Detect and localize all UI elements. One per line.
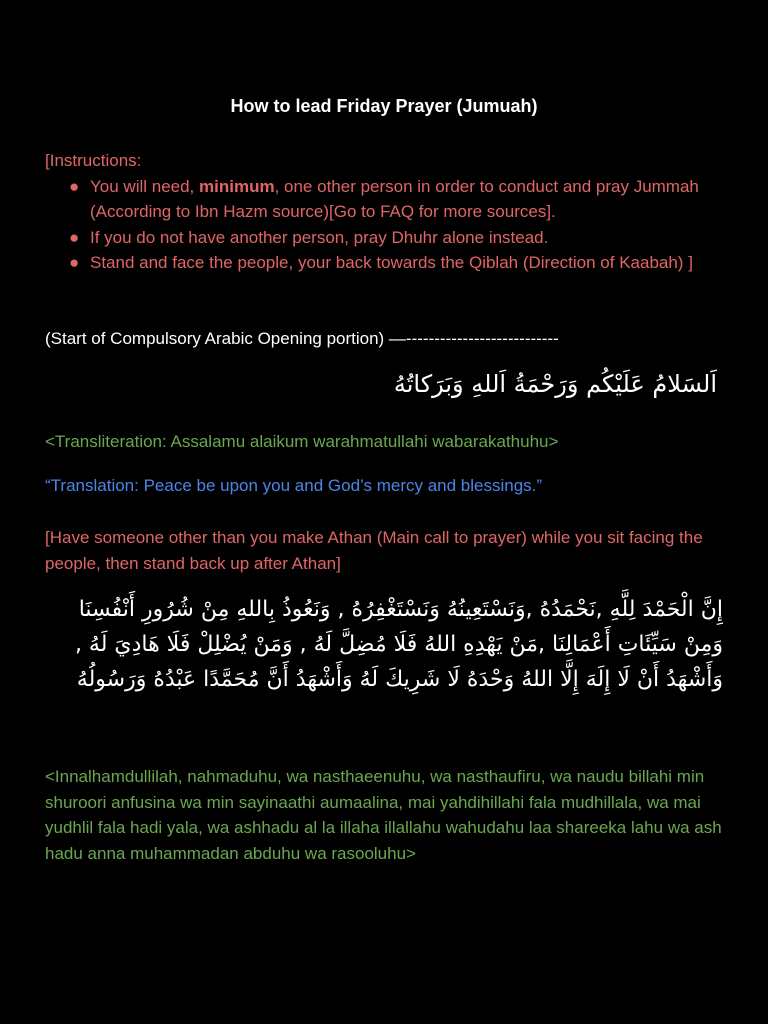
instruction-item [45,250,725,276]
instruction-text-before: You will need, [90,176,200,196]
document-title: How to lead Friday Prayer (Jumuah) [230,96,538,116]
instruction-item [45,174,725,225]
instruction-item [45,225,725,251]
instructions-heading: [Instructions: [45,151,142,170]
greeting-translation: “Translation: Peace be upon you and God’s mercy and blessings.” [45,476,543,495]
instruction-text-after: , one other person in order to conduct and pray Jummah (According to Ibn Hazm source)[Go to FAQ for more sources]. [90,176,699,221]
greeting-arabic: اَلسَلامُ عَلَيْكُم وَرَحْمَةُ اَللهِ وَبَرَكاتُهُ [393,370,717,398]
instruction-emphasis: minimum [199,176,275,196]
athan-note: [Have someone other than you make Athan (Main call to prayer) while you sit facing the people, then stand back up after Athan] [45,528,703,573]
bullet-icon: ● [69,253,80,272]
instructions-list [45,174,725,276]
bullet-icon: ● [69,176,80,196]
sermon-transliteration: <Innalhamdullilah, nahmaduhu, wa nasthaeenuhu, wa nasthaufiru, wa naudu billahi min shuroori anfusina wa min sayinaathi aumaalina, mai yahdihillahi fala mudhillala, wa mai yudhlil fala hadi yala, wa ashhadu al la illaha illallahu wahudahu laa shareeka lahu wa ash hadu anna muhammadan abduhu wa rasooluhu> [45,767,722,863]
sermon-arabic: إِنَّ الْحَمْدَ لِلَّهِ ,نَحْمَدُهُ ,وَنَسْتَعِينُهُ وَنَسْتَغْفِرُهُ , وَنَعُوذُ بِاللهِ مِنْ شُرُورِ أَنْفُسِنَا وَمِنْ سَيِّئَاتِ أَعْمَالِنَا ,مَنْ يَهْدِهِ اللهُ فَلَا مُضِلَّ لَهُ , وَمَنْ يُضْلِلْ فَلَا هَادِيَ لَهُ , وَأَشْهَدُ أَنْ لَا إِلَهَ إِلَّا اللهُ وَحْدَهُ لَا شَرِيكَ لَهُ وَأَشْهَدُ أَنَّ مُحَمَّدًا عَبْدُهُ وَرَسُولُهُ [74,597,723,692]
instruction-text: Stand and face the people, your back towards the Qiblah (Direction of Kaabah) ] [90,253,693,272]
greeting-transliteration: <Transliteration: Assalamu alaikum warahmatullahi wabarakathuhu> [45,432,559,451]
arabic-opening-start-line: (Start of Compulsory Arabic Opening portion) —--------------------------- [45,329,559,348]
instructions-block [45,148,725,276]
bullet-icon: ● [69,227,80,247]
instruction-text: If you do not have another person, pray Dhuhr alone instead. [90,227,549,247]
